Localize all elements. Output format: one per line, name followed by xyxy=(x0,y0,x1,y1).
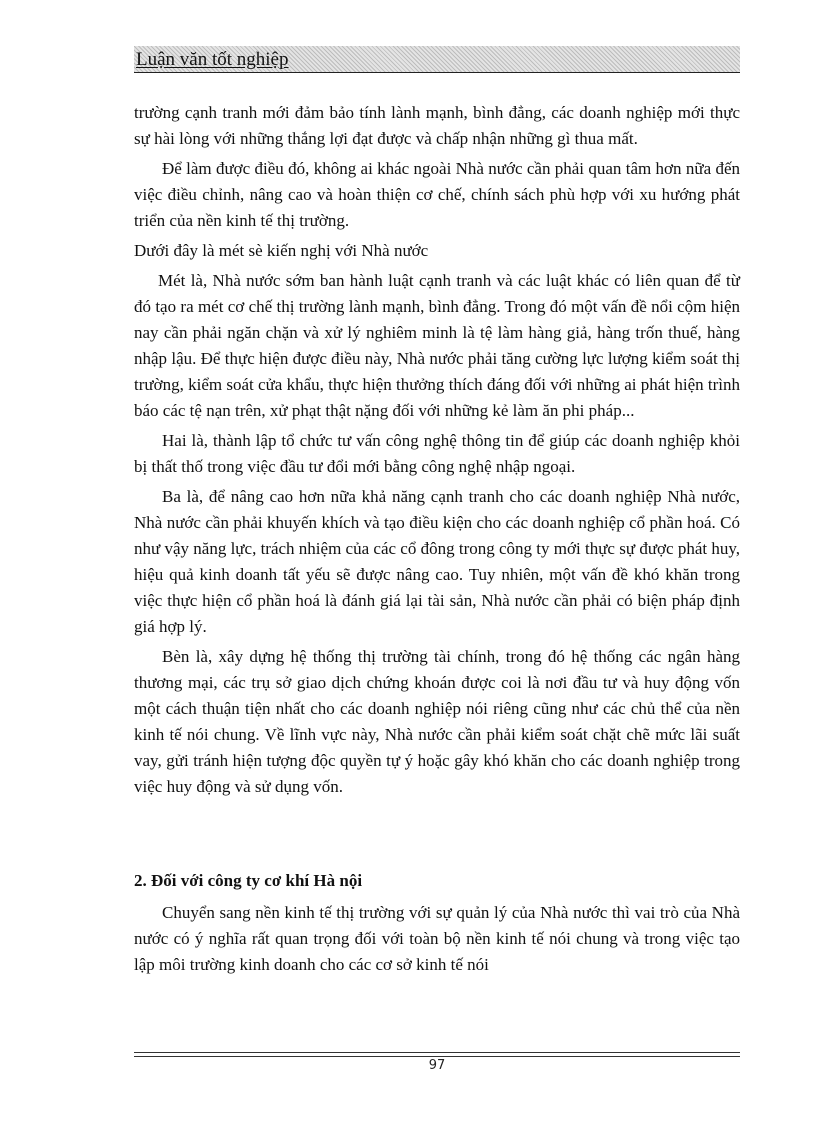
paragraph-intro: Để làm được điều đó, không ai khác ngoài Nhà nước cần phải quan tâm hơn nữa đến việc điều chỉnh, nâng cao và hoàn thiện cơ chế, chính sách phù hợp với xu hướng phát triển của nền kinh tế thị trường. xyxy=(134,159,740,230)
header-title: Luận văn tốt nghiệp xyxy=(136,49,289,70)
paragraph-recommendation-3: Ba là, để nâng cao hơn nữa khả năng cạnh tranh cho các doanh nghiệp Nhà nước, Nhà nước cần phải khuyến khích và tạo điều kiện cho các doanh nghiệp cổ phần hoá. Có như vậy năng lực, trách nhiệm của các cổ đông trong công ty mới thực sự được phát huy, hiệu quả kinh doanh tất yếu sẽ được nâng cao. Tuy nhiên, một vấn đề khó khăn trong việc thực hiện cổ phần hoá là đánh giá lại tài sản, Nhà nước cần phải có biện pháp định giá hợp lý. xyxy=(134,487,740,636)
page-header xyxy=(134,46,740,73)
paragraph-recommendation-4: Bèn là, xây dựng hệ thống thị trường tài chính, trong đó hệ thống các ngân hàng thương mại, các trụ sở giao dịch chứng khoán được coi là nơi đầu tư và huy động vốn một cách thuận tiện nhất cho các doanh nghiệp nói riêng cũng như các chủ thể của nền kinh tế nói chung. Về lĩnh vực này, Nhà nước cần phải kiểm soát chặt chẽ mức lãi suất vay, gửi tránh hiện tượng độc quyền tự ý hoặc gây khó khăn cho các doanh nghiệp trong việc huy động và sử dụng vốn. xyxy=(134,647,740,796)
footer-rule-top xyxy=(134,1052,740,1053)
paragraph-continuation: trường cạnh tranh mới đảm bảo tính lành mạnh, bình đẳng, các doanh nghiệp mới thực sự hài lòng với những thắng lợi đạt được và chấp nhận những gì thua mất. xyxy=(134,103,740,148)
paragraph-recommendation-2: Hai là, thành lập tổ chức tư vấn công nghệ thông tin để giúp các doanh nghiệp khỏi bị thất thố trong việc đầu tư đổi mới bằng công nghệ nhập ngoại. xyxy=(134,431,740,476)
paragraph-recommendation-1: Mét là, Nhà nước sớm ban hành luật cạnh tranh và các luật khác có liên quan để từ đó tạo ra mét cơ chế thị trường lành mạnh, bình đẳng. Trong đó một vấn đề nổi cộm hiện nay cần phải ngăn chặn và xử lý nghiêm minh là tệ làm hàng giả, hàng trốn thuế, hàng nhập lậu. Để thực hiện được điều này, Nhà nước phải tăng cường lực lượng kiểm soát thị trường, kiểm soát cửa khẩu, thực hiện thưởng thích đáng đối với những ai phát hiện trình báo các tệ nạn trên, xử phạt thật nặng đối với những kẻ làm ăn phi pháp... xyxy=(134,271,740,420)
section-heading: 2. Đối với công ty cơ khí Hà nội xyxy=(134,871,363,890)
page-number: 97 xyxy=(428,1058,446,1073)
page-body xyxy=(134,100,740,982)
paragraph-section-intro: Chuyển sang nền kinh tế thị trường với sự quản lý của Nhà nước thì vai trò của Nhà nước có ý nghĩa rất quan trọng đối với toàn bộ nền kinh tế nói chung và trong việc tạo lập môi trường kinh doanh cho các cơ sở kinh tế nói xyxy=(134,903,740,974)
footer-rule-bottom xyxy=(134,1056,740,1057)
paragraph-lead-in: Dưới đây là mét sè kiến nghị với Nhà nước xyxy=(134,241,429,260)
